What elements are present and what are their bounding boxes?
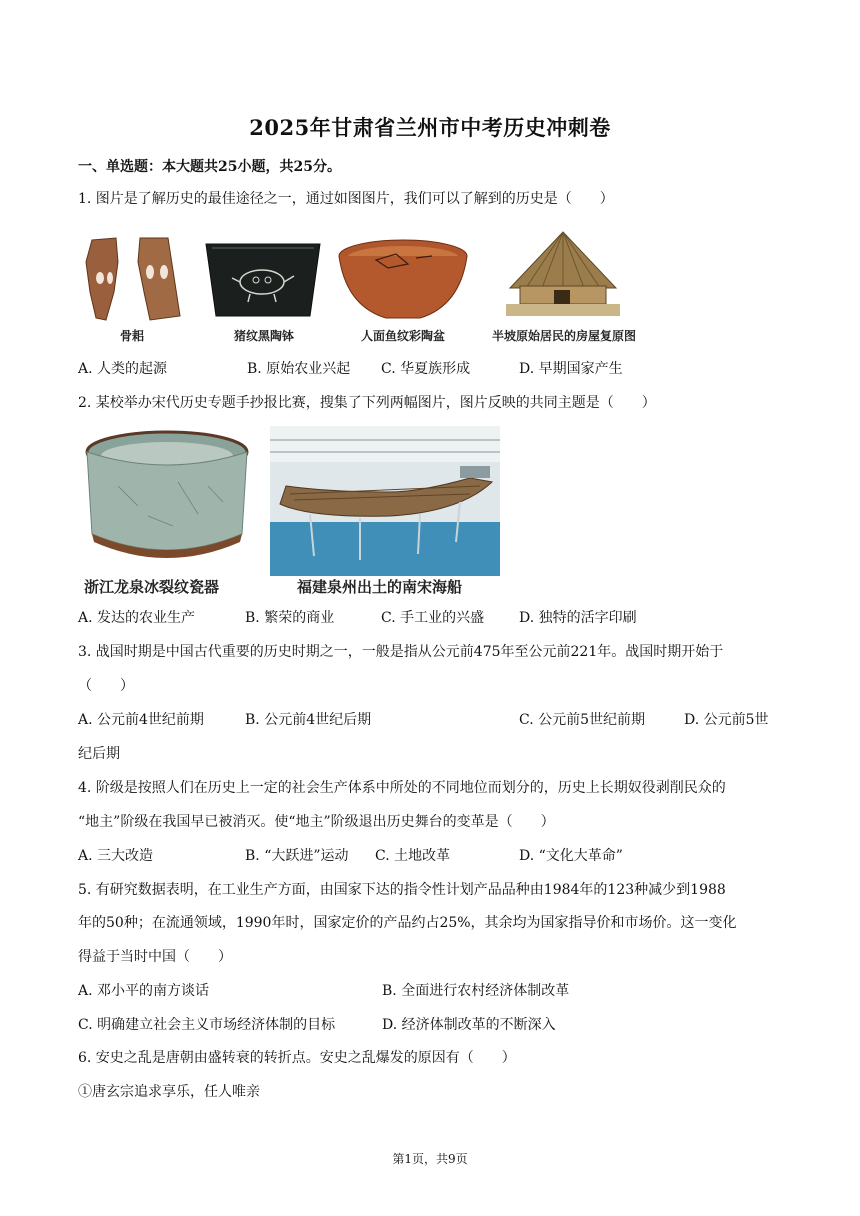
caption-bone-spade: 骨耜 <box>119 329 144 343</box>
q4-stem-line2: “地主”阶级在我国早已被消灭。使“地主”阶级退出历史舞台的变革是（ ） <box>78 814 555 830</box>
q3-stem-line2: （ ） <box>78 678 134 694</box>
q3-option-a[interactable]: A. 公元前4世纪前期 <box>78 712 204 728</box>
q3-option-c[interactable]: C. 公元前5世纪前期 <box>519 712 646 728</box>
celadon-bowl-image <box>78 426 256 576</box>
q3-option-b[interactable]: B. 公元前4世纪后期 <box>245 712 372 728</box>
q2-option-d[interactable]: D. 独特的活字印刷 <box>519 610 637 626</box>
q5-option-b[interactable]: B. 全面进行农村经济体制改革 <box>382 983 570 999</box>
q1-stem: 1. 图片是了解历史的最佳途径之一，通过如图图片，我们可以了解到的历史是（ ） <box>78 191 614 207</box>
q4-stem-line1: 4. 阶级是按照人们在历史上一定的社会生产体系中所处的不同地位而划分的，历史上长期奴役剥削民众的 <box>78 780 726 796</box>
q4-option-d[interactable]: D. “文化大革命” <box>519 848 623 864</box>
q5-option-a[interactable]: A. 邓小平的南方谈话 <box>78 983 210 999</box>
q6-stem: 6. 安史之乱是唐朝由盛转衰的转折点。安史之乱爆发的原因有（ ） <box>78 1050 516 1066</box>
q5-option-d[interactable]: D. 经济体制改革的不断深入 <box>382 1017 556 1033</box>
q5-stem-line2: 年的50种；在流通领域，1990年时，国家定价的产品约占25%，其余均为国家指导价和市场价。这一变化 <box>78 915 737 931</box>
q6-item-1: ①唐玄宗追求享乐，任人唯亲 <box>78 1084 260 1100</box>
caption-song-ship: 福建泉州出土的南宋海船 <box>297 578 463 596</box>
q5-stem-line3: 得益于当时中国（ ） <box>78 949 232 965</box>
q2-stem: 2. 某校举办宋代历史专题手抄报比赛，搜集了下列两幅图片，图片反映的共同主题是（ ） <box>78 395 656 411</box>
q2-option-b[interactable]: B. 繁荣的商业 <box>245 610 335 626</box>
q4-option-c[interactable]: C. 土地改革 <box>375 848 451 864</box>
section-heading: 一、单选题：本大题共25小题，共25分。 <box>78 159 341 175</box>
q4-option-a[interactable]: A. 三大改造 <box>78 848 154 864</box>
q1-option-a[interactable]: A. 人类的起源 <box>78 361 168 377</box>
q1-option-c[interactable]: C. 华夏族形成 <box>381 361 471 377</box>
q1-option-b[interactable]: B. 原始农业兴起 <box>247 361 351 377</box>
song-ship-image <box>270 426 500 576</box>
q3-option-d[interactable]: D. 公元前5世 <box>684 712 769 728</box>
q5-stem-line1: 5. 有研究数据表明，在工业生产方面，由国家下达的指令性计划产品品种由1984年的123种减少到1988 <box>78 882 726 898</box>
q3-option-d-cont: 纪后期 <box>78 746 120 762</box>
painted-pottery-basin-image <box>336 236 470 322</box>
q5-option-c[interactable]: C. 明确建立社会主义市场经济体制的目标 <box>78 1017 336 1033</box>
q1-option-d[interactable]: D. 早期国家产生 <box>519 361 623 377</box>
caption-banpo-hut: 半坡原始居民的房屋复原图 <box>491 329 636 343</box>
q2-option-c[interactable]: C. 手工业的兴盛 <box>381 610 485 626</box>
caption-painted-basin: 人面鱼纹彩陶盆 <box>360 329 445 343</box>
caption-black-pottery: 猪纹黑陶钵 <box>233 329 294 343</box>
black-pottery-bowl-image <box>202 238 324 322</box>
page-footer: 第1页，共9页 <box>392 1152 468 1166</box>
caption-celadon: 浙江龙泉冰裂纹瓷器 <box>84 578 220 596</box>
page-title: 2025年甘肃省兰州市中考历史冲刺卷 <box>249 115 611 140</box>
q4-option-b[interactable]: B. “大跃进”运动 <box>245 848 349 864</box>
q3-stem-line1: 3. 战国时期是中国古代重要的历史时期之一，一般是指从公元前475年至公元前221年。战国时期开始于 <box>78 644 724 660</box>
q2-option-a[interactable]: A. 发达的农业生产 <box>78 610 196 626</box>
banpo-hut-image <box>504 228 622 322</box>
bone-spade-image <box>78 232 188 324</box>
